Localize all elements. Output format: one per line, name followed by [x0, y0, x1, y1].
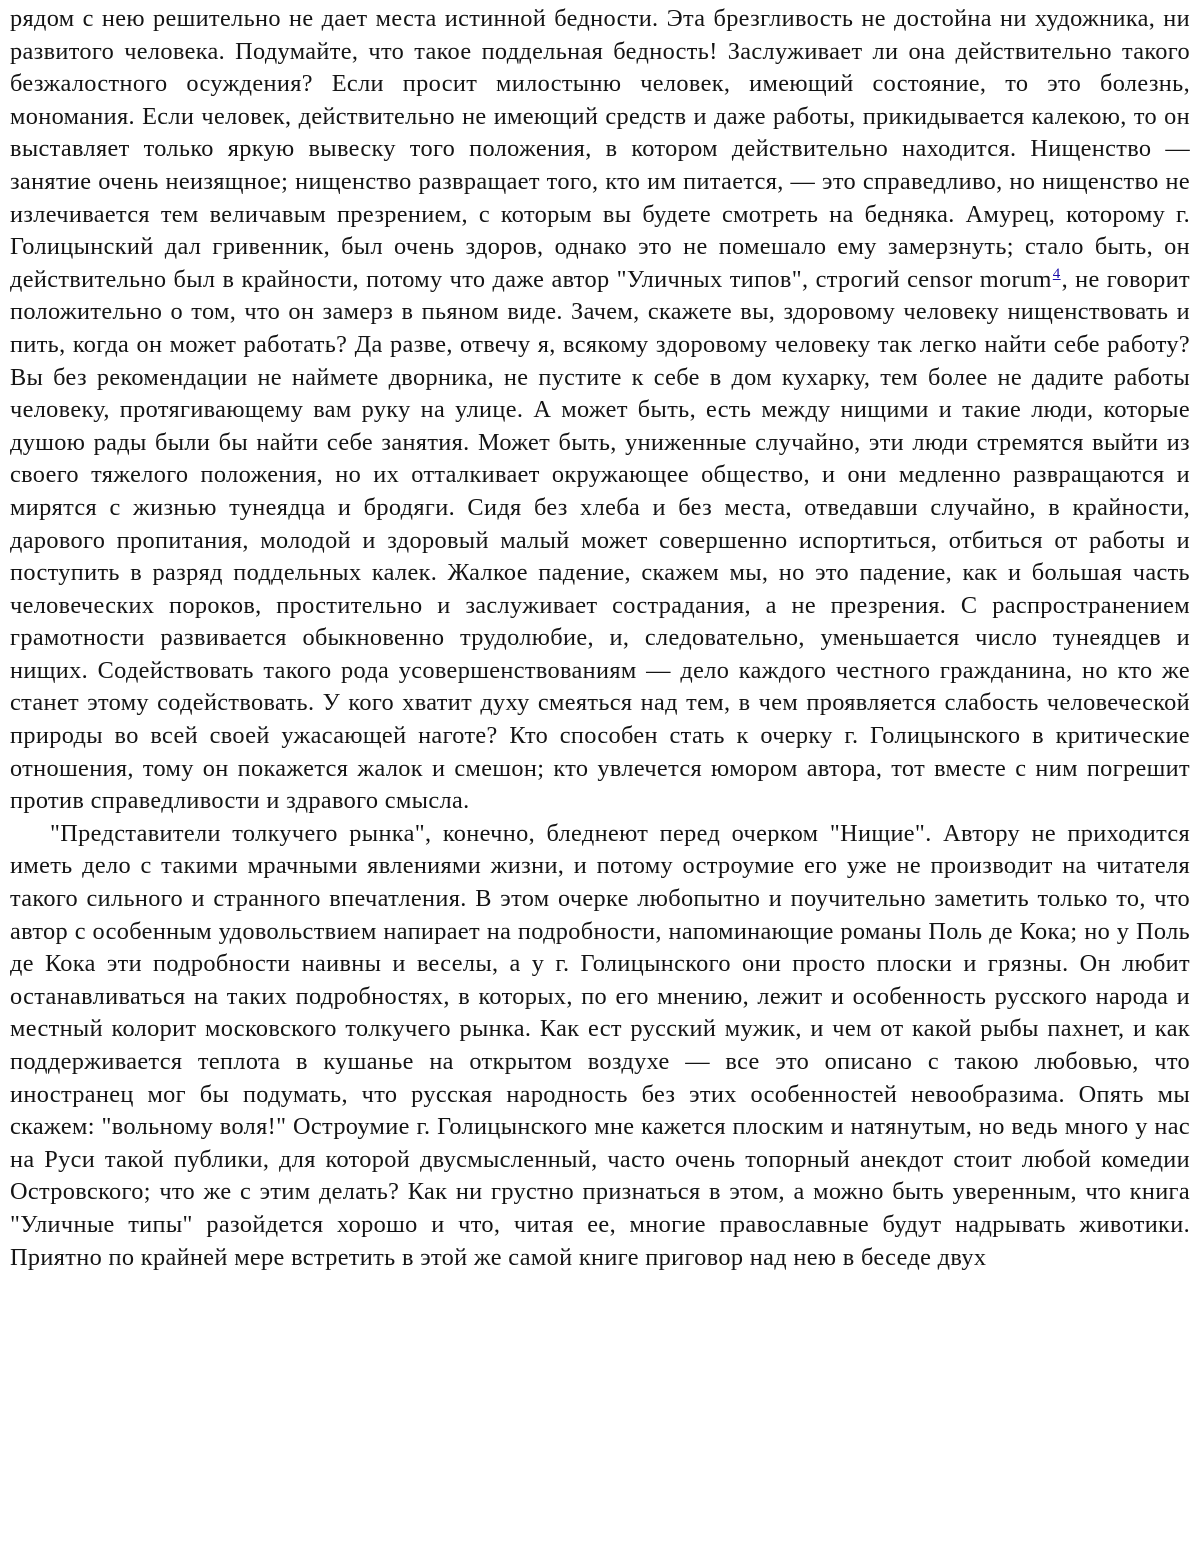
footnote-link-4[interactable]: 4	[1052, 265, 1061, 282]
paragraph-1-text-start: рядом с нею решительно не дает места истинной бедности. Эта брезгливость не достойна ни художника, ни развитого человека. Подумайте, что такое поддельная бедность! Заслуживает ли она действительно такого безжалостного осуждения? Если просит милостыню человек, имеющий состояние, то это болезнь, мономания. Если человек, действительно не имеющий средств и даже работы, прикидывается калекою, то он выставляет только яркую вывеску того положения, в котором действительно находится. Нищенство — занятие очень неизящное; нищенство развращает того, кто им питается, — это справедливо, но нищенство не излечивается тем величавым презрением, с которым вы будете смотреть на бедняка. Амурец, которому г. Голицынский дал гривенник, был очень здоров, однако это не помешало ему замерзнуть; стало быть, он действительно был в крайности, потому что даже автор "Уличных типов", строгий censor morum	[10, 5, 1190, 293]
paragraph-1-text-end: , не говорит положительно о том, что он замерз в пьяном виде. Зачем, скажете вы, здоровому человеку нищенствовать и пить, когда он может работать? Да разве, отвечу я, всякому здоровому человеку так легко найти себе работу? Вы без рекомендации не наймете дворника, не пустите к себе в дом кухарку, тем более не дадите работы человеку, протягивающему вам руку на улице. А может быть, есть между нищими и такие люди, которые душою рады были бы найти себе занятия. Может быть, униженные случайно, эти люди стремятся выйти из своего тяжелого положения, но их отталкивает окружающее общество, и они медленно развращаются и мирятся с жизнью тунеядца и бродяги. Сидя без хлеба и без места, отведавши случайно, в крайности, дарового пропитания, молодой и здоровый малый может совершенно испортиться, отбиться от работы и поступить в разряд поддельных калек. Жалкое падение, скажем мы, но это падение, как и большая часть человеческих пороков, простительно и заслуживает сострадания, а не презрения. С распространением грамотности развивается обыкновенно трудолюбие, и, следовательно, уменьшается число тунеядцев и нищих. Содействовать такого рода усовершенствованиям — дело каждого честного гражданина, но кто же станет этому содействовать. У кого хватит духу смеяться над тем, в чем проявляется слабость человеческой природы во всей своей ужасающей наготе? Кто способен стать к очерку г. Голицынского в критические отношения, тому он покажется жалок и смешон; кто увлечется юмором автора, тот вместе с ним погрешит против справедливости и здравого смысла.	[10, 265, 1190, 815]
paragraph-2: "Представители толкучего рынка", конечно, бледнеют перед очерком "Нищие". Автору не приходится иметь дело с такими мрачными явлениями жизни, и потому остроумие его уже не производит на читателя такого сильного и странного впечатления. В этом очерке любопытно и поучительно заметить только то, что автор с особенным удовольствием напирает на подробности, напоминающие романы Поль де Кока; но у Поль де Кока эти подробности наивны и веселы, а у г. Голицынского они просто плоски и грязны. Он любит останавливаться на таких подробностях, в которых, по его мнению, лежит и особенность русского народа и местный колорит московского толкучего рынка. Как ест русский мужик, и чем от какой рыбы пахнет, и как поддерживается теплота в кушанье на открытом воздухе — все это описано с такою любовью, что иностранец мог бы подумать, что русская народность без этих особенностей невообразима. Опять мы скажем: "вольному воля!" Остроумие г. Голицынского мне кажется плоским и натянутым, но ведь много у нас на Руси такой публики, для которой двусмысленный, часто очень топорный анекдот стоит любой комедии Островского; что же с этим делать? Как ни грустно признаться в этом, а можно быть уверенным, что книга "Уличные типы" разойдется хорошо и что, читая ее, многие православные будут надрывать животики. Приятно по крайней мере встретить в этой же самой книге приговор над нею в беседе двух	[10, 819, 1190, 1271]
paragraph-1	[10, 3, 1190, 818]
document-page	[10, 3, 1190, 1274]
